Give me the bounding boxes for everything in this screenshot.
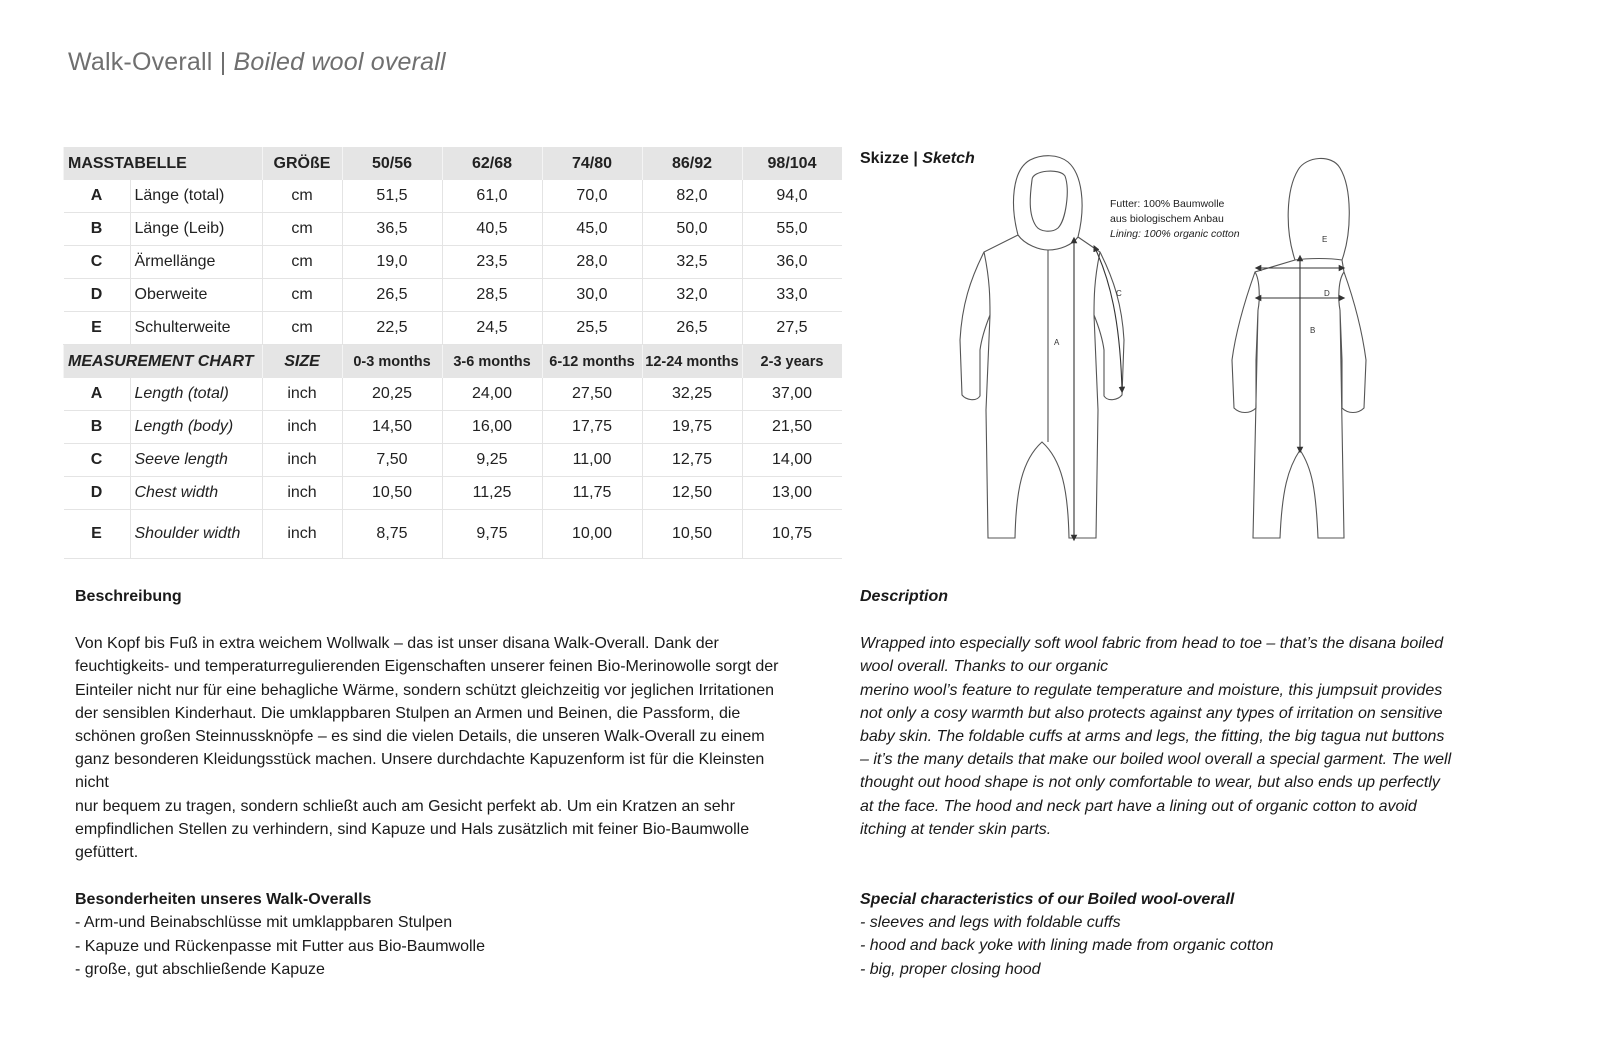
table-row bbox=[64, 246, 842, 279]
row-value: 94,0 bbox=[742, 180, 842, 213]
description-line: itching at tender skin parts. bbox=[860, 820, 1052, 838]
row-label: Length (body) bbox=[130, 411, 262, 444]
description-line: nicht bbox=[75, 774, 109, 792]
description-line: gefüttert. bbox=[75, 844, 139, 862]
row-value: 13,00 bbox=[742, 477, 842, 510]
row-value: 25,5 bbox=[542, 312, 642, 345]
marker-b-label: B bbox=[1310, 326, 1316, 335]
row-letter: B bbox=[64, 213, 131, 246]
table-row bbox=[64, 180, 842, 213]
back-body-outline bbox=[1232, 259, 1366, 539]
description-line: empfindlichen Stellen zu verhindern, sind Kapuze und Hals zusätzlich mit feiner Bio-Baumwolle bbox=[75, 820, 750, 838]
row-letter: C bbox=[64, 246, 131, 279]
front-sleeve-seam-right bbox=[1094, 252, 1100, 315]
row-unit: inch bbox=[262, 378, 342, 411]
lining-note-line1: Futter: 100% Baumwolle bbox=[1110, 198, 1225, 210]
row-value: 70,0 bbox=[542, 180, 642, 213]
row-unit: inch bbox=[262, 411, 342, 444]
row-letter: D bbox=[64, 477, 131, 510]
row-value: 10,00 bbox=[542, 510, 642, 559]
row-value: 40,5 bbox=[442, 213, 542, 246]
description-line: ganz besonderen Kleidungsstück machen. Unsere durchdachte Kapuzenform ist für die Kleinsten bbox=[75, 751, 765, 769]
row-label: Seeve length bbox=[130, 444, 262, 477]
page-title bbox=[68, 48, 446, 77]
size-table bbox=[63, 147, 842, 559]
header-size: 98/104 bbox=[742, 147, 842, 180]
back-hood bbox=[1288, 158, 1349, 260]
row-value: 12,75 bbox=[642, 444, 742, 477]
title-english: Boiled wool overall bbox=[233, 48, 446, 76]
row-label: Schulterweite bbox=[130, 312, 262, 345]
row-label: Shoulder width bbox=[130, 510, 262, 559]
row-letter: E bbox=[64, 312, 131, 345]
table-header-en bbox=[64, 345, 842, 379]
front-sleeve-seam-left bbox=[984, 252, 990, 315]
row-value: 10,75 bbox=[742, 510, 842, 559]
description-line: at the face. The hood and neck part have a lining out of organic cotton to avoid bbox=[860, 797, 1417, 815]
row-value: 10,50 bbox=[342, 477, 442, 510]
description-line: – it’s the many details that make our boiled wool overall a special garment. The well bbox=[860, 751, 1452, 769]
table-row bbox=[64, 312, 842, 345]
row-value: 28,5 bbox=[442, 279, 542, 312]
row-value: 14,50 bbox=[342, 411, 442, 444]
description-line: baby skin. The foldable cuffs at arms and legs, the fitting, the big tagua nut buttons bbox=[860, 728, 1445, 746]
feature-item: - hood and back yoke with lining made from organic cotton bbox=[860, 937, 1274, 955]
description-line: merino wool’s feature to regulate temperature and moisture, this jumpsuit provides bbox=[860, 681, 1443, 699]
row-value: 61,0 bbox=[442, 180, 542, 213]
row-value: 21,50 bbox=[742, 411, 842, 444]
row-value: 23,5 bbox=[442, 246, 542, 279]
back-view-drawing bbox=[1232, 158, 1366, 538]
features-de-heading: Besonderheiten unseres Walk-Overalls bbox=[75, 891, 372, 909]
row-letter: C bbox=[64, 444, 131, 477]
header-size: 6-12 months bbox=[542, 345, 642, 379]
header-size: 0-3 months bbox=[342, 345, 442, 379]
row-value: 9,25 bbox=[442, 444, 542, 477]
row-value: 32,0 bbox=[642, 279, 742, 312]
row-label: Oberweite bbox=[130, 279, 262, 312]
row-value: 33,0 bbox=[742, 279, 842, 312]
marker-a-label: A bbox=[1054, 338, 1060, 347]
feature-item: - Kapuze und Rückenpasse mit Futter aus Bio-Baumwolle bbox=[75, 937, 485, 955]
marker-c-label: C bbox=[1116, 289, 1122, 298]
row-value: 36,5 bbox=[342, 213, 442, 246]
description-line: feuchtigkeits- und temperaturregulierenden Eigenschaften unserer feinen Bio-Merinowolle sorgt der bbox=[75, 658, 779, 676]
lining-note-line2: aus biologischem Anbau bbox=[1110, 213, 1224, 225]
front-hood bbox=[1014, 156, 1083, 237]
row-value: 11,00 bbox=[542, 444, 642, 477]
row-label: Length (total) bbox=[130, 378, 262, 411]
row-value: 32,5 bbox=[642, 246, 742, 279]
feature-item: - sleeves and legs with foldable cuffs bbox=[860, 914, 1121, 932]
sketch-title-de: Skizze bbox=[860, 150, 909, 167]
description-line: Einteiler nicht nur für eine behagliche Wärme, sondern schützt gleichzeitig vor jeglichen Irritationen bbox=[75, 681, 775, 699]
table-header-de bbox=[64, 147, 842, 180]
row-label: Chest width bbox=[130, 477, 262, 510]
feature-item: - große, gut abschließende Kapuze bbox=[75, 960, 325, 978]
row-value: 19,75 bbox=[642, 411, 742, 444]
description-de-heading: Beschreibung bbox=[75, 588, 182, 605]
row-value: 11,75 bbox=[542, 477, 642, 510]
front-collar bbox=[1018, 235, 1078, 250]
table-row bbox=[64, 444, 842, 477]
row-value: 16,00 bbox=[442, 411, 542, 444]
header-size-label: SIZE bbox=[262, 345, 342, 379]
row-letter: E bbox=[64, 510, 131, 559]
title-separator: | bbox=[212, 48, 234, 76]
row-value: 82,0 bbox=[642, 180, 742, 213]
sketch-title-separator: | bbox=[908, 150, 923, 167]
description-de-body bbox=[75, 632, 835, 864]
front-body-outline bbox=[960, 235, 1124, 538]
description-en bbox=[860, 585, 1510, 981]
row-letter: D bbox=[64, 279, 131, 312]
back-sleeve-seam-right bbox=[1339, 272, 1344, 310]
row-value: 11,25 bbox=[442, 477, 542, 510]
lining-note-line3: Lining: 100% organic cotton bbox=[1110, 228, 1240, 240]
description-line: Wrapped into especially soft wool fabric from head to toe – that’s the disana boiled bbox=[860, 635, 1444, 653]
row-value: 9,75 bbox=[442, 510, 542, 559]
header-size: 12-24 months bbox=[642, 345, 742, 379]
description-line: der sensiblen Kinderhaut. Die umklappbaren Stulpen an Armen und Beinen, die Passform, die bbox=[75, 704, 741, 722]
row-unit: cm bbox=[262, 312, 342, 345]
row-value: 12,50 bbox=[642, 477, 742, 510]
row-letter: B bbox=[64, 411, 131, 444]
description-line: nur bequem zu tragen, sondern schließt auch am Gesicht perfekt ab. Um ein Kratzen an sehr bbox=[75, 797, 735, 815]
header-size-label: GRÖßE bbox=[262, 147, 342, 180]
table-row bbox=[64, 378, 842, 411]
header-size: 62/68 bbox=[442, 147, 542, 180]
description-en-heading: Description bbox=[860, 588, 949, 605]
row-letter: A bbox=[64, 180, 131, 213]
description-line: Von Kopf bis Fuß in extra weichem Wollwalk – das ist unser disana Walk-Overall. Dank der bbox=[75, 635, 719, 653]
row-value: 10,50 bbox=[642, 510, 742, 559]
row-unit: inch bbox=[262, 444, 342, 477]
features-en-list bbox=[860, 911, 1510, 981]
row-value: 8,75 bbox=[342, 510, 442, 559]
row-value: 32,25 bbox=[642, 378, 742, 411]
description-en-body bbox=[860, 632, 1510, 841]
features-en-heading: Special characteristics of our Boiled wool-overall bbox=[860, 891, 1235, 909]
row-value: 22,5 bbox=[342, 312, 442, 345]
features-de-list bbox=[75, 911, 835, 981]
row-value: 27,50 bbox=[542, 378, 642, 411]
row-label: Ärmellänge bbox=[130, 246, 262, 279]
description-line: schönen großen Steinnussknöpfe – es sind die vielen Details, die unseren Walk-Overall zu einem bbox=[75, 728, 765, 746]
row-value: 45,0 bbox=[542, 213, 642, 246]
table-row bbox=[64, 477, 842, 510]
row-value: 20,25 bbox=[342, 378, 442, 411]
front-view-drawing bbox=[960, 156, 1124, 538]
row-value: 51,5 bbox=[342, 180, 442, 213]
marker-d-label: D bbox=[1324, 289, 1330, 298]
row-value: 19,0 bbox=[342, 246, 442, 279]
row-value: 26,5 bbox=[642, 312, 742, 345]
row-value: 26,5 bbox=[342, 279, 442, 312]
row-unit: cm bbox=[262, 180, 342, 213]
row-value: 27,5 bbox=[742, 312, 842, 345]
title-main: Walk-Overall bbox=[68, 48, 213, 76]
row-letter: A bbox=[64, 378, 131, 411]
header-label: MASSTABELLE bbox=[64, 147, 263, 180]
row-label: Länge (Leib) bbox=[130, 213, 262, 246]
table-row bbox=[64, 213, 842, 246]
row-unit: cm bbox=[262, 246, 342, 279]
row-unit: cm bbox=[262, 213, 342, 246]
row-value: 36,0 bbox=[742, 246, 842, 279]
header-size: 3-6 months bbox=[442, 345, 542, 379]
row-value: 7,50 bbox=[342, 444, 442, 477]
description-de bbox=[75, 585, 835, 981]
header-size: 2-3 years bbox=[742, 345, 842, 379]
row-value: 24,5 bbox=[442, 312, 542, 345]
row-value: 30,0 bbox=[542, 279, 642, 312]
row-value: 28,0 bbox=[542, 246, 642, 279]
row-unit: cm bbox=[262, 279, 342, 312]
row-unit: inch bbox=[262, 477, 342, 510]
table-row bbox=[64, 411, 842, 444]
row-value: 37,00 bbox=[742, 378, 842, 411]
header-size: 50/56 bbox=[342, 147, 442, 180]
description-line: not only a cosy warmth but also protects against any types of irritation on sensitive bbox=[860, 704, 1443, 722]
front-face-opening bbox=[1030, 171, 1067, 231]
feature-item: - big, proper closing hood bbox=[860, 960, 1041, 978]
row-value: 14,00 bbox=[742, 444, 842, 477]
row-unit: inch bbox=[262, 510, 342, 559]
row-value: 50,0 bbox=[642, 213, 742, 246]
description-line: wool overall. Thanks to our organic bbox=[860, 658, 1109, 676]
row-value: 24,00 bbox=[442, 378, 542, 411]
description-line: thought out hood shape is not only comfortable to wear, but also ends up perfectly bbox=[860, 774, 1440, 792]
sketch-title-en: Sketch bbox=[922, 150, 975, 167]
header-size: 86/92 bbox=[642, 147, 742, 180]
header-label: MEASUREMENT CHART bbox=[64, 345, 263, 379]
row-value: 55,0 bbox=[742, 213, 842, 246]
header-size: 74/80 bbox=[542, 147, 642, 180]
back-sleeve-seam-left bbox=[1255, 272, 1259, 310]
lining-note bbox=[1110, 197, 1240, 242]
table-row bbox=[64, 279, 842, 312]
table-row bbox=[64, 510, 842, 559]
marker-e-label: E bbox=[1322, 235, 1328, 244]
row-value: 17,75 bbox=[542, 411, 642, 444]
feature-item: - Arm-und Beinabschlüsse mit umklappbaren Stulpen bbox=[75, 914, 453, 932]
row-label: Länge (total) bbox=[130, 180, 262, 213]
